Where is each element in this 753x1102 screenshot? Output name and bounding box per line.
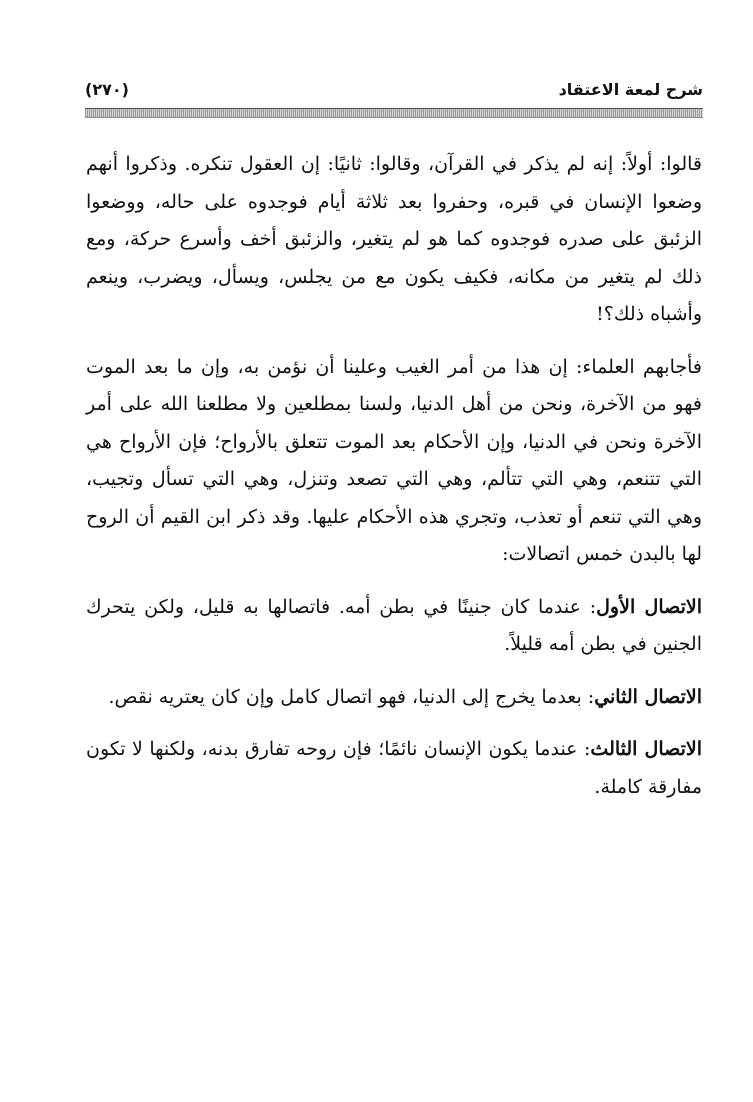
third-connection-label: الاتصال الثالث	[590, 738, 703, 760]
paragraph-second-connection	[86, 679, 702, 717]
paragraph-first-connection	[86, 589, 702, 664]
third-connection-text: : عندما يكون الإنسان نائمًا؛ فإن روحه تفارق بدنه، ولكنها لا تكون مفارقة كاملة.	[86, 738, 702, 798]
book-title: شرح لمعة الاعتقاد	[558, 80, 703, 99]
page-number: (٢٧٠)	[85, 80, 129, 99]
second-connection-label: الاتصال الثاني	[594, 685, 702, 708]
paragraph-scholars-answer: فأجابهم العلماء: إن هذا من أمر الغيب وعلينا أن نؤمن به، وإن ما بعد الموت فهو من الآخرة، ونحن من أهل الدنيا، ولسنا بمطلعين ولا مطلعنا الله على أمر الآخرة ونحن في الدنيا، وإن الأحكام بعد الموت تتعلق بالأرواح؛ فإن الأرواح هي التي تتنعم، وهي التي تتألم، وهي التي تصعد وتنزل، وهي التي تسأل وتجيب، وهي التي تنعم أو تعذب، وتجري هذه الأحكام عليها. وقد ذكر ابن القيم أن الروح لها بالبدن خمس اتصالات:	[86, 355, 702, 565]
first-connection-text: : عندما كان جنينًا في بطن أمه. فاتصالها به قليل، ولكن يتحرك الجنين في بطن أمه قليلاً.	[86, 595, 702, 655]
second-connection-text: : بعدما يخرج إلى الدنيا، فهو اتصال كامل وإن كان يعتريه نقص.	[108, 685, 595, 708]
paragraph-objections: قالوا: أولاً: إنه لم يذكر في القرآن، وقالوا: ثانيًا: إن العقول تنكره. وذكروا أنهم وضعوا الإنسان في قبره، وحفروا بعد ثلاثة أيام فوجدوه على حاله، ووضعوا الزئبق على صدره فوجدوه كما هو لم يتغير، والزئبق أخف وأسرع حركة، ومع ذلك لم يتغير من مكانه، فكيف يكون مع من يجلس، ويسأل، ويضرب، وينعم وأشباه ذلك؟!	[86, 153, 702, 325]
header-rule	[85, 108, 703, 118]
running-header	[85, 78, 703, 104]
first-connection-label: الاتصال الأول	[596, 595, 702, 618]
body-text	[86, 146, 702, 806]
paragraph-third-connection	[86, 731, 702, 806]
